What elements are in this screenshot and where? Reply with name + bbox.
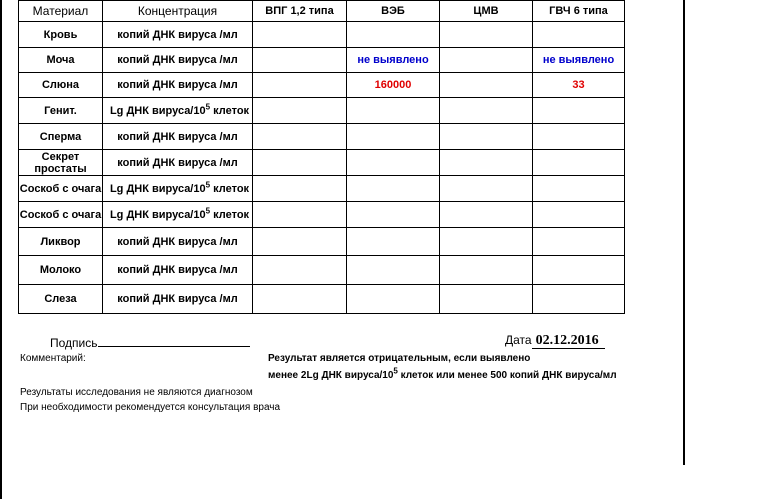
row-concentration: копий ДНК вируса /мл xyxy=(103,22,253,48)
cell-cmv xyxy=(440,48,533,73)
comment-label: Комментарий: xyxy=(20,353,86,364)
cell-veb xyxy=(347,202,440,228)
row-material: Сперма xyxy=(19,124,103,150)
cell-vpg xyxy=(253,202,347,228)
row-material: Соскоб с очага xyxy=(19,202,103,228)
conc-prefix: Lg ДНК вируса/10 xyxy=(109,104,206,117)
table-row xyxy=(19,98,625,124)
cell-vpg xyxy=(253,48,347,73)
table-row xyxy=(19,124,625,150)
row-material: Секрет простаты xyxy=(19,150,103,176)
cell-vpg xyxy=(253,256,347,285)
cell-cmv xyxy=(440,98,533,124)
note-line-2 xyxy=(268,366,617,381)
cell-veb xyxy=(347,150,440,176)
cell-vpg xyxy=(253,124,347,150)
cell-veb xyxy=(347,285,440,314)
row-material: Молоко xyxy=(19,256,103,285)
cell-vpg xyxy=(253,150,347,176)
row-concentration: копий ДНК вируса /мл xyxy=(103,285,253,314)
row-concentration: копий ДНК вируса /мл xyxy=(103,124,253,150)
row-concentration: копий ДНК вируса /мл xyxy=(103,150,253,176)
header-veb: ВЭБ xyxy=(347,1,440,22)
table-row xyxy=(19,22,625,48)
cell-cmv xyxy=(440,150,533,176)
header-hhv6: ГВЧ 6 типа xyxy=(533,1,625,22)
cell-vpg xyxy=(253,176,347,202)
cell-hhv6 xyxy=(533,256,625,285)
right-border xyxy=(683,0,685,465)
cell-cmv xyxy=(440,228,533,256)
cell-vpg xyxy=(253,228,347,256)
cell-cmv xyxy=(440,285,533,314)
header-vpg: ВПГ 1,2 типа xyxy=(253,1,347,22)
row-material: Слюна xyxy=(19,73,103,98)
note-suffix: клеток или менее 500 копий ДНК вируса/мл xyxy=(397,370,617,381)
cell-veb xyxy=(347,176,440,202)
cell-hhv6 xyxy=(533,22,625,48)
header-concentration: Концентрация xyxy=(103,1,253,22)
row-material: Соскоб с очага xyxy=(19,176,103,202)
conc-suffix: клеток xyxy=(210,104,250,117)
left-border xyxy=(0,0,2,499)
cell-hhv6 xyxy=(533,176,625,202)
cell-hhv6 xyxy=(533,124,625,150)
cell-veb: не выявлено xyxy=(347,48,440,73)
cell-cmv xyxy=(440,124,533,150)
row-concentration xyxy=(103,202,253,228)
table-row xyxy=(19,48,625,73)
results-table xyxy=(18,0,625,314)
cell-cmv xyxy=(440,73,533,98)
cell-veb xyxy=(347,22,440,48)
signature-line xyxy=(98,336,250,347)
conc-suffix: клеток xyxy=(210,182,250,195)
date-value: 02.12.2016 xyxy=(532,333,605,349)
row-concentration xyxy=(103,176,253,202)
table-row xyxy=(19,228,625,256)
note-line-1: Результат является отрицательным, если выявлено xyxy=(268,353,531,364)
disclaimer-2: При необходимости рекомендуется консультация врача xyxy=(20,402,281,413)
note-prefix: менее 2Lg ДНК вируса/10 xyxy=(268,370,394,381)
row-concentration: копий ДНК вируса /мл xyxy=(103,73,253,98)
cell-hhv6 xyxy=(533,285,625,314)
disclaimer-1: Результаты исследования не являются диагнозом xyxy=(20,387,253,398)
table-row xyxy=(19,150,625,176)
table-row xyxy=(19,285,625,314)
cell-hhv6 xyxy=(533,98,625,124)
cell-veb: 160000 xyxy=(347,73,440,98)
conc-exponent: 5 xyxy=(205,101,211,111)
cell-cmv xyxy=(440,202,533,228)
signature-label: Подпись xyxy=(50,336,98,350)
table-row xyxy=(19,176,625,202)
conc-suffix: клеток xyxy=(210,208,250,221)
conc-prefix: Lg ДНК вируса/10 xyxy=(109,208,206,221)
table-row xyxy=(19,202,625,228)
cell-veb xyxy=(347,228,440,256)
table-header-row xyxy=(19,1,625,22)
row-material: Генит. xyxy=(19,98,103,124)
conc-exponent: 5 xyxy=(205,179,211,189)
cell-hhv6 xyxy=(533,150,625,176)
cell-veb xyxy=(347,98,440,124)
row-material: Слеза xyxy=(19,285,103,314)
cell-vpg xyxy=(253,22,347,48)
row-material: Моча xyxy=(19,48,103,73)
cell-cmv xyxy=(440,256,533,285)
row-material: Кровь xyxy=(19,22,103,48)
header-material: Материал xyxy=(19,1,103,22)
row-material: Ликвор xyxy=(19,228,103,256)
date-field xyxy=(505,333,605,349)
cell-vpg xyxy=(253,285,347,314)
cell-hhv6 xyxy=(533,202,625,228)
cell-hhv6 xyxy=(533,228,625,256)
conc-exponent: 5 xyxy=(205,205,211,215)
row-concentration: копий ДНК вируса /мл xyxy=(103,48,253,73)
cell-veb xyxy=(347,124,440,150)
row-concentration: копий ДНК вируса /мл xyxy=(103,228,253,256)
note-exponent: 5 xyxy=(393,366,398,376)
row-concentration xyxy=(103,98,253,124)
signature-field xyxy=(50,336,250,350)
cell-hhv6: 33 xyxy=(533,73,625,98)
cell-vpg xyxy=(253,98,347,124)
table-row xyxy=(19,256,625,285)
header-cmv: ЦМВ xyxy=(440,1,533,22)
cell-cmv xyxy=(440,22,533,48)
table-row xyxy=(19,73,625,98)
date-label: Дата xyxy=(505,333,532,347)
conc-prefix: Lg ДНК вируса/10 xyxy=(109,182,206,195)
cell-vpg xyxy=(253,73,347,98)
cell-cmv xyxy=(440,176,533,202)
row-concentration: копий ДНК вируса /мл xyxy=(103,256,253,285)
cell-veb xyxy=(347,256,440,285)
cell-hhv6: не выявлено xyxy=(533,48,625,73)
